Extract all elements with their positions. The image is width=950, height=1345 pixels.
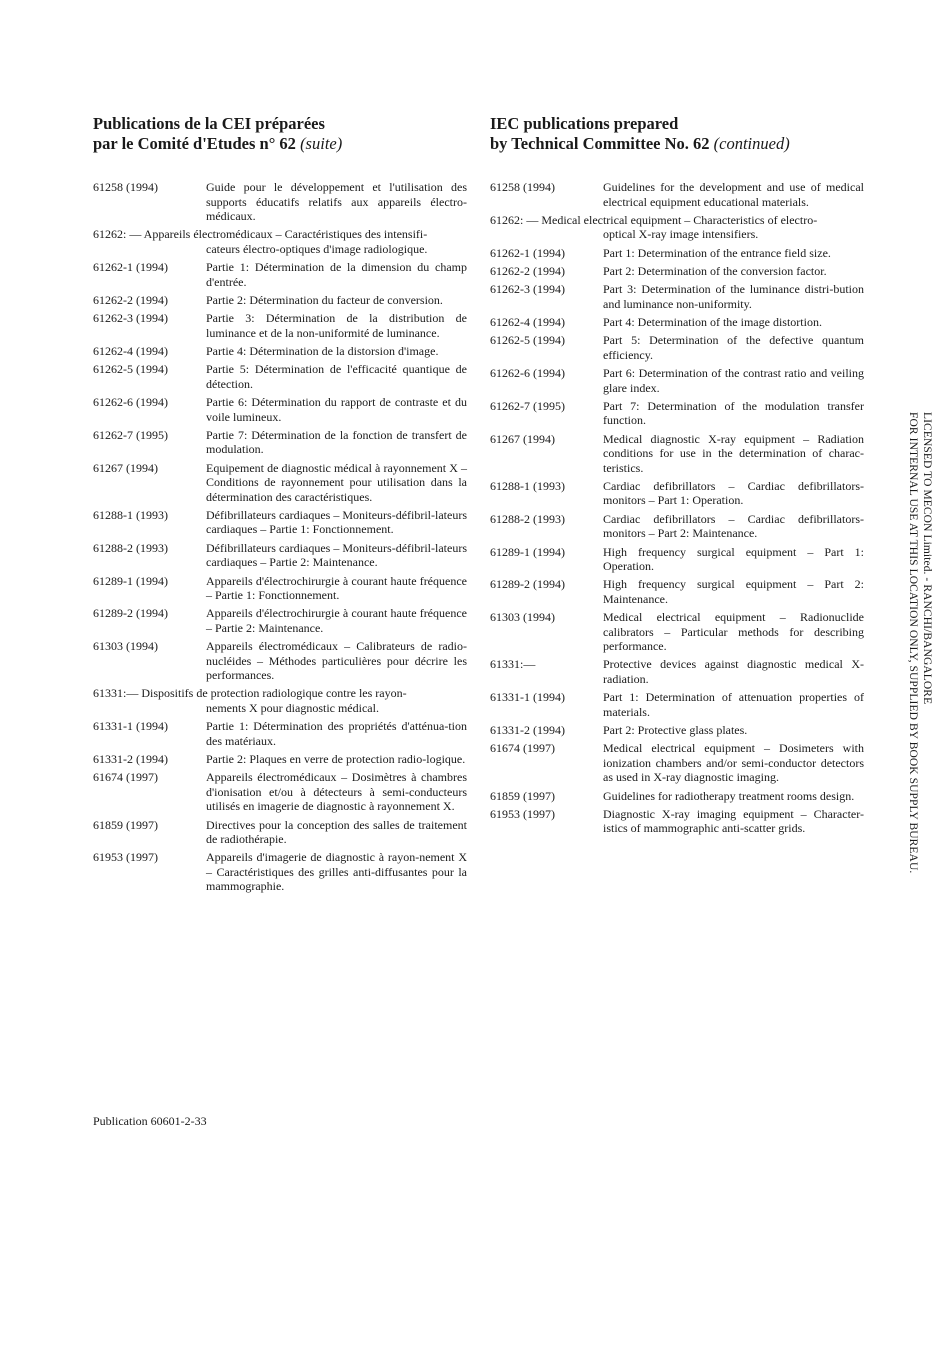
publication-entry	[490, 545, 864, 574]
publication-footer: Publication 60601-2-33	[93, 1114, 207, 1128]
publication-number: 61262: — Appareils	[93, 227, 191, 242]
publication-entry	[93, 227, 467, 256]
publication-entry	[93, 428, 467, 457]
publication-entry	[93, 639, 467, 683]
publication-number: 61288-1 (1993)	[93, 507, 168, 522]
publication-number: 61262-1 (1994)	[93, 260, 168, 275]
french-heading-line2: par le Comité d'Etudes n° 62	[93, 134, 296, 153]
publication-number: 61953 (1997)	[490, 806, 555, 821]
french-column	[93, 114, 467, 898]
publication-number: 61953 (1997)	[93, 850, 158, 865]
publication-entry	[93, 574, 467, 603]
publication-title: Diagnostic X-ray imaging equipment – Character-istics of mammographic anti-scatter grids.	[603, 806, 864, 836]
publication-title: High frequency surgical equipment – Part 1: Operation.	[603, 544, 864, 574]
publication-number: 61289-2 (1994)	[490, 577, 565, 592]
publication-entry	[490, 333, 864, 362]
publication-number: 61859 (1997)	[490, 788, 555, 803]
english-heading-line2: by Technical Committee No. 62	[490, 134, 710, 153]
publication-entry	[490, 479, 864, 508]
publication-entry	[490, 723, 864, 738]
publication-entry	[490, 807, 864, 836]
publication-title: Guidelines for the development and use of medical electrical equipment educational materials.	[603, 180, 864, 209]
publication-title: Medical electrical equipment – Dosimeters with ionization chambers and/or semi-conductor detectors as used in X-ray diagnostic imaging.	[603, 741, 864, 785]
publication-entry	[93, 344, 467, 359]
publication-number: 61262-7 (1995)	[93, 427, 168, 442]
publication-title: Part 2: Determination of the conversion factor.	[603, 263, 827, 278]
publication-number: 61674 (1997)	[93, 770, 158, 785]
publication-entry	[93, 770, 467, 814]
publication-title: Medical diagnostic X-ray equipment – Radiation conditions for use in the determination of charac-teristics.	[603, 431, 864, 475]
publication-number: 61859 (1997)	[93, 817, 158, 832]
english-entry-list	[490, 180, 864, 836]
publication-entry	[93, 311, 467, 340]
publication-number: 61331:—	[490, 657, 536, 672]
english-heading-line1: IEC publications prepared	[490, 114, 679, 133]
publication-number: 61262-5 (1994)	[490, 333, 565, 348]
publication-title: Medical electrical equipment – Radionuclide calibrators – Particular methods for describing performance.	[603, 610, 864, 654]
publication-title: de protection radiologique contre les rayon-	[196, 686, 407, 701]
publication-entry	[490, 789, 864, 804]
publication-title: Part 5: Determination of the defective quantum efficiency.	[603, 333, 864, 362]
publication-title: Partie 6: Détermination du rapport de contraste et du voile lumineux.	[206, 395, 467, 424]
publication-number: 61262-6 (1994)	[490, 366, 565, 381]
publication-number: 61288-2 (1993)	[490, 511, 565, 526]
publication-title: Directives pour la conception des salles de traitement de radiothérapie.	[206, 817, 467, 847]
publication-title: Part 4: Determination of the image distortion.	[603, 314, 822, 329]
publication-title: Protective devices against diagnostic medical X-radiation.	[603, 657, 864, 686]
publication-number: 61331-2 (1994)	[490, 723, 565, 738]
license-line-1: LICENSED TO MECON Limited. - RANCHI/BANGALORE	[921, 412, 933, 705]
publication-entry	[93, 260, 467, 289]
publication-entry	[93, 541, 467, 570]
publication-entry	[93, 606, 467, 635]
license-watermark	[906, 412, 934, 873]
publication-number: 61262-2 (1994)	[490, 263, 565, 278]
publication-title: électromédicaux – Caractéristiques des intensifi-	[193, 227, 428, 242]
publication-number: 61303 (1994)	[93, 639, 158, 654]
publication-number: 61331-1 (1994)	[490, 690, 565, 705]
publication-entry	[490, 366, 864, 395]
license-line-2: FOR INTERNAL USE AT THIS LOCATION ONLY, SUPPLIED BY BOOK SUPPLY BUREAU.	[907, 412, 919, 874]
publication-entry	[93, 395, 467, 424]
publication-number: 61331-1 (1994)	[93, 719, 168, 734]
publication-title: Part 7: Determination of the modulation transfer function.	[603, 398, 864, 428]
publication-number: 61262-3 (1994)	[93, 311, 168, 326]
publication-entry	[93, 818, 467, 847]
english-heading	[490, 114, 864, 154]
publication-title: Appareils électromédicaux – Dosimètres à chambres d'ionisation et/ou à détecteurs à semi-conducteurs utilisés en imagerie de diagnostic à rayonnement X.	[206, 770, 467, 814]
publication-title: Part 6: Determination of the contrast ratio and veiling glare index.	[603, 366, 864, 395]
publication-number: 61303 (1994)	[490, 610, 555, 625]
publication-title: Part 1: Determination of attenuation properties of materials.	[603, 690, 864, 719]
publication-number: 61262-1 (1994)	[490, 245, 565, 260]
publication-number: 61262-4 (1994)	[490, 314, 565, 329]
publication-number: 61288-1 (1993)	[490, 478, 565, 493]
publication-entry	[93, 850, 467, 894]
publication-title: High frequency surgical equipment – Part 2: Maintenance.	[603, 577, 864, 606]
publication-number: 61289-1 (1994)	[490, 544, 565, 559]
publication-number: 61674 (1997)	[490, 741, 555, 756]
french-heading-suffix: (suite)	[300, 134, 343, 153]
publication-entry	[490, 264, 864, 279]
publication-title: Partie 1: Détermination de la dimension du champ d'entrée.	[206, 260, 467, 289]
publication-number: 61289-1 (1994)	[93, 573, 168, 588]
publication-number: 61258 (1994)	[490, 180, 555, 194]
publication-number: 61331-2 (1994)	[93, 752, 168, 767]
publication-entry	[93, 293, 467, 308]
publication-number: 61288-2 (1993)	[93, 540, 168, 555]
publication-title: Part 3: Determination of the luminance distri-bution and luminance non-uniformity.	[603, 282, 864, 311]
publication-entry	[490, 315, 864, 330]
publication-title-continued: optical X-ray image intensifiers.	[603, 227, 759, 242]
publication-number: 61262-2 (1994)	[93, 292, 168, 307]
publication-title: Partie 2: Détermination du facteur de conversion.	[206, 292, 443, 307]
publication-title: Défibrillateurs cardiaques – Moniteurs-défibril-lateurs cardiaques – Partie 1: Fonctionnement.	[206, 507, 467, 537]
publication-number: 61331:— Dispositifs	[93, 686, 194, 701]
publication-title: electrical equipment – Characteristics of electro-	[583, 212, 818, 227]
publication-title: Guide pour le développement et l'utilisation des supports éducatifs relatifs aux appareils électro-médicaux.	[206, 180, 467, 223]
publication-title: Appareils d'électrochirurgie à courant haute fréquence – Partie 2: Maintenance.	[206, 606, 467, 635]
publication-entry	[490, 180, 864, 209]
publication-entry	[490, 246, 864, 261]
publication-entry	[490, 282, 864, 311]
publication-number: 61262-7 (1995)	[490, 398, 565, 413]
publication-entry	[490, 741, 864, 785]
publication-entry	[490, 512, 864, 541]
publication-entry	[490, 657, 864, 686]
publication-number: 61267 (1994)	[490, 431, 555, 446]
publication-entry	[93, 752, 467, 767]
publication-title: Appareils d'électrochirurgie à courant haute fréquence – Partie 1: Fonctionnement.	[206, 573, 467, 603]
publication-title: Part 2: Protective glass plates.	[603, 723, 748, 738]
publication-title: Guidelines for radiotherapy treatment rooms design.	[603, 788, 855, 803]
publication-title: Part 1: Determination of the entrance field size.	[603, 245, 831, 260]
publication-entry	[490, 577, 864, 606]
publication-number: 61258 (1994)	[93, 180, 158, 194]
french-heading-line1: Publications de la CEI préparées	[93, 114, 325, 133]
publication-title: Cardiac defibrillators – Cardiac defibrillators-monitors – Part 2: Maintenance.	[603, 511, 864, 541]
french-entry-list	[93, 180, 467, 894]
publication-entry	[93, 362, 467, 391]
publication-title: Appareils d'imagerie de diagnostic à rayon-nement X – Caractéristiques des grilles anti-diffusantes pour la mammographie.	[206, 850, 467, 894]
publication-title: Partie 4: Détermination de la distorsion d'image.	[206, 343, 439, 358]
publication-entry	[490, 399, 864, 428]
publication-entry	[490, 610, 864, 654]
publication-entry	[93, 719, 467, 748]
publication-title: Partie 2: Plaques en verre de protection radio-logique.	[206, 752, 466, 767]
french-heading	[93, 114, 467, 154]
publication-title: Equipement de diagnostic médical à rayonnement X – Conditions de rayonnement pour utilisation dans la détermination des caractéristiques.	[206, 460, 467, 504]
publication-number: 61262: — Medical	[490, 212, 581, 227]
publication-title: Appareils électromédicaux – Calibrateurs de radio-nucléides – Méthodes particulières pour décrire les performances.	[206, 639, 467, 683]
publication-entry	[93, 461, 467, 505]
publication-entry	[490, 690, 864, 719]
publication-number: 61262-6 (1994)	[93, 395, 168, 410]
publication-title: Partie 7: Détermination de la fonction de transfert de modulation.	[206, 427, 467, 457]
publication-entry	[490, 213, 864, 242]
publication-number: 61267 (1994)	[93, 460, 158, 475]
publication-title: Cardiac defibrillators – Cardiac defibrillators-monitors – Part 1: Operation.	[603, 478, 864, 508]
publication-title: Partie 1: Détermination des propriétés d'atténua-tion des matériaux.	[206, 719, 467, 748]
publication-title-continued: nements X pour diagnostic médical.	[206, 700, 379, 715]
publication-title-continued: cateurs électro-optiques d'image radiologique.	[206, 241, 428, 256]
english-heading-suffix: (continued)	[713, 134, 790, 153]
publication-number: 61289-2 (1994)	[93, 606, 168, 621]
publication-title: Défibrillateurs cardiaques – Moniteurs-défibril-lateurs cardiaques – Partie 2: Maintenance.	[206, 540, 467, 570]
publication-number: 61262-5 (1994)	[93, 362, 168, 377]
english-column	[490, 114, 864, 840]
publication-number: 61262-4 (1994)	[93, 343, 168, 358]
publication-number: 61262-3 (1994)	[490, 282, 565, 297]
publication-entry	[93, 508, 467, 537]
publication-title: Partie 3: Détermination de la distribution de luminance et de la non-uniformité de luminance.	[206, 311, 467, 340]
publication-entry	[93, 180, 467, 224]
publication-entry	[93, 686, 467, 715]
publication-title: Partie 5: Détermination de l'efficacité quantique de détection.	[206, 362, 467, 391]
publication-entry	[490, 432, 864, 476]
